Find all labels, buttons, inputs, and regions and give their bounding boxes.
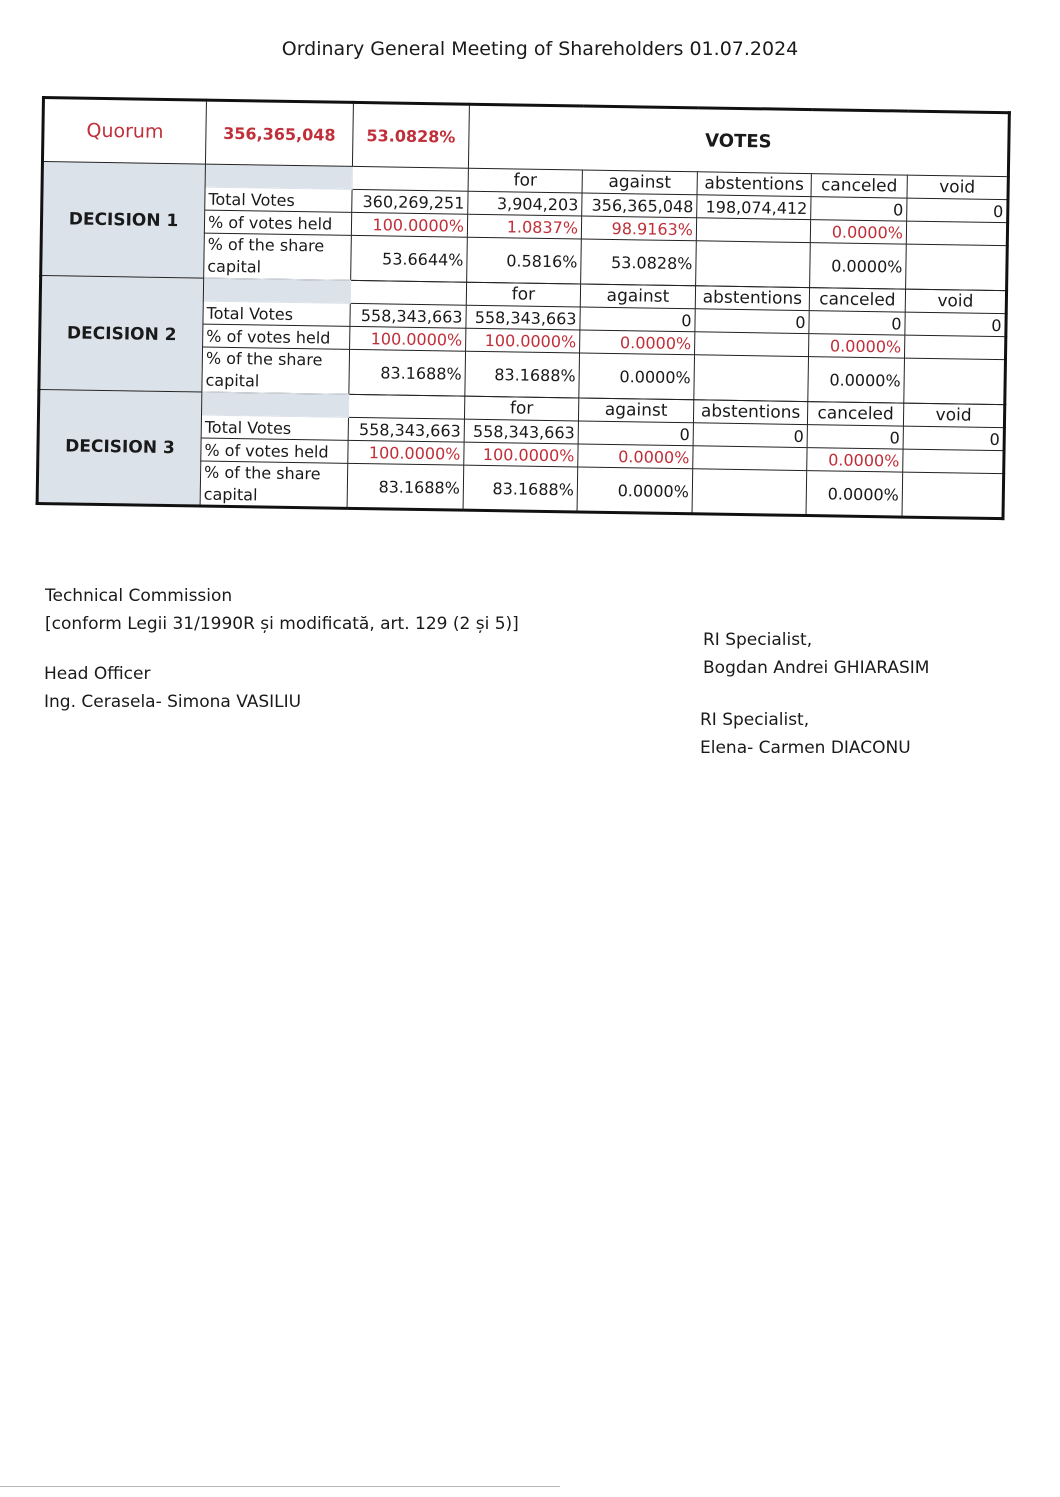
cell-held-total: 100.0000% [348,440,464,465]
cell-total-abstentions: 0 [693,423,807,448]
column-header-for: for [468,168,582,193]
row-label: % of votes held [201,438,348,463]
quorum-shares: 356,365,048 [205,100,353,166]
cell-held-total: 100.0000% [350,326,466,351]
head-officer-block [44,660,301,716]
cell-held-void [906,221,1007,246]
specialist-2-title: RI Specialist, [700,710,810,730]
commission-block [45,582,519,638]
column-header-canceled: canceled [807,402,903,427]
commission-title: Technical Commission [45,586,233,606]
cell-total-for: 558,343,663 [464,419,578,444]
votes-sheet [36,96,1008,520]
cell-capital-canceled: 0.0000% [806,471,903,518]
cell-held-abstentions [696,218,810,243]
scan-edge-line [0,1486,560,1487]
quorum-percent: 53.0828% [352,102,469,168]
cell-capital-for: 83.1688% [463,465,578,512]
cell-total-void: 0 [905,312,1006,337]
document-title: Ordinary General Meeting of Shareholders 01.07.2024 [281,38,799,60]
row-label: % of votes held [203,324,350,349]
column-header-abstentions: abstentions [693,400,807,425]
quorum-label: Quorum [42,98,206,165]
cell-held-for: 100.0000% [466,328,580,353]
cell-total-abstentions: 0 [695,309,809,334]
decision-label: DECISION 2 [39,276,204,393]
specialist-1-block [703,626,929,682]
column-header-against: against [578,398,693,423]
blank-cell [348,394,464,419]
cell-total-total: 360,269,251 [352,189,468,214]
cell-capital-abstentions [694,355,809,402]
column-header-for: for [464,396,578,421]
row-label: % of votes held [204,210,351,235]
cell-held-total: 100.0000% [351,212,467,237]
votes-header: VOTES [468,104,1009,176]
cell-capital-void [906,244,1008,291]
blank-cell [350,280,466,305]
row-label: % of the share capital [204,233,352,280]
column-header-void: void [907,175,1008,200]
votes-table [36,96,1011,520]
cell-total-for: 3,904,203 [468,191,582,216]
cell-held-void [904,335,1005,360]
column-header-canceled: canceled [811,174,907,199]
blank-cell [203,278,350,303]
cell-capital-total: 53.6644% [351,235,468,282]
column-header-abstentions: abstentions [695,286,809,311]
specialist-2-block [700,706,911,762]
row-label: % of the share capital [202,347,350,394]
row-label: Total Votes [201,415,348,440]
cell-capital-total: 83.1688% [347,463,464,510]
specialist-1-name: Bogdan Andrei GHIARASIM [703,658,930,678]
cell-held-for: 1.0837% [467,214,581,239]
cell-total-void: 0 [907,198,1008,223]
specialist-1-title: RI Specialist, [703,630,813,650]
cell-total-canceled: 0 [811,197,907,222]
cell-total-canceled: 0 [807,425,903,450]
cell-capital-against: 0.0000% [577,467,693,514]
cell-capital-canceled: 0.0000% [808,357,905,404]
cell-held-abstentions [693,446,807,471]
cell-held-against: 0.0000% [580,330,695,355]
cell-total-against: 0 [578,421,693,446]
column-header-against: against [580,284,695,309]
cell-total-abstentions: 198,074,412 [697,195,811,220]
cell-total-total: 558,343,663 [350,303,466,328]
cell-capital-abstentions [692,469,807,516]
cell-held-against: 0.0000% [578,444,693,469]
cell-total-for: 558,343,663 [466,305,580,330]
cell-held-canceled: 0.0000% [807,448,903,473]
cell-total-void: 0 [903,426,1004,451]
cell-total-against: 356,365,048 [582,193,697,218]
cell-held-abstentions [695,332,809,357]
cell-capital-for: 83.1688% [465,351,580,398]
decision-label: DECISION 1 [41,162,206,279]
cell-held-canceled: 0.0000% [810,220,906,245]
cell-capital-abstentions [696,241,811,288]
blank-cell [205,164,352,189]
head-officer-title: Head Officer [44,664,151,684]
column-header-for: for [466,282,580,307]
column-header-canceled: canceled [809,288,905,313]
cell-capital-against: 53.0828% [581,239,697,286]
cell-held-void [903,449,1004,474]
row-label: Total Votes [205,187,352,212]
cell-total-against: 0 [580,307,695,332]
blank-cell [202,392,349,417]
cell-held-against: 98.9163% [581,216,696,241]
cell-capital-against: 0.0000% [579,353,695,400]
specialist-2-name: Elena- Carmen DIACONU [700,738,911,758]
column-header-void: void [903,403,1004,428]
legal-reference: [conform Legii 31/1990R și modificată, art. 129 (2 și 5)] [45,614,519,634]
blank-cell [352,166,468,191]
column-header-against: against [582,170,697,195]
cell-capital-canceled: 0.0000% [810,243,907,290]
cell-capital-total: 83.1688% [349,349,466,396]
column-header-void: void [905,289,1006,314]
cell-total-total: 558,343,663 [348,417,464,442]
cell-capital-for: 0.5816% [467,237,582,284]
cell-held-canceled: 0.0000% [809,334,905,359]
cell-capital-void [904,358,1006,405]
row-label: % of the share capital [200,461,348,508]
head-officer-name: Ing. Cerasela- Simona VASILIU [44,692,302,712]
cell-total-canceled: 0 [809,311,905,336]
cell-capital-void [902,472,1004,519]
column-header-abstentions: abstentions [697,172,811,197]
decision-label: DECISION 3 [37,389,202,506]
cell-held-for: 100.0000% [464,442,578,467]
row-label: Total Votes [203,301,350,326]
